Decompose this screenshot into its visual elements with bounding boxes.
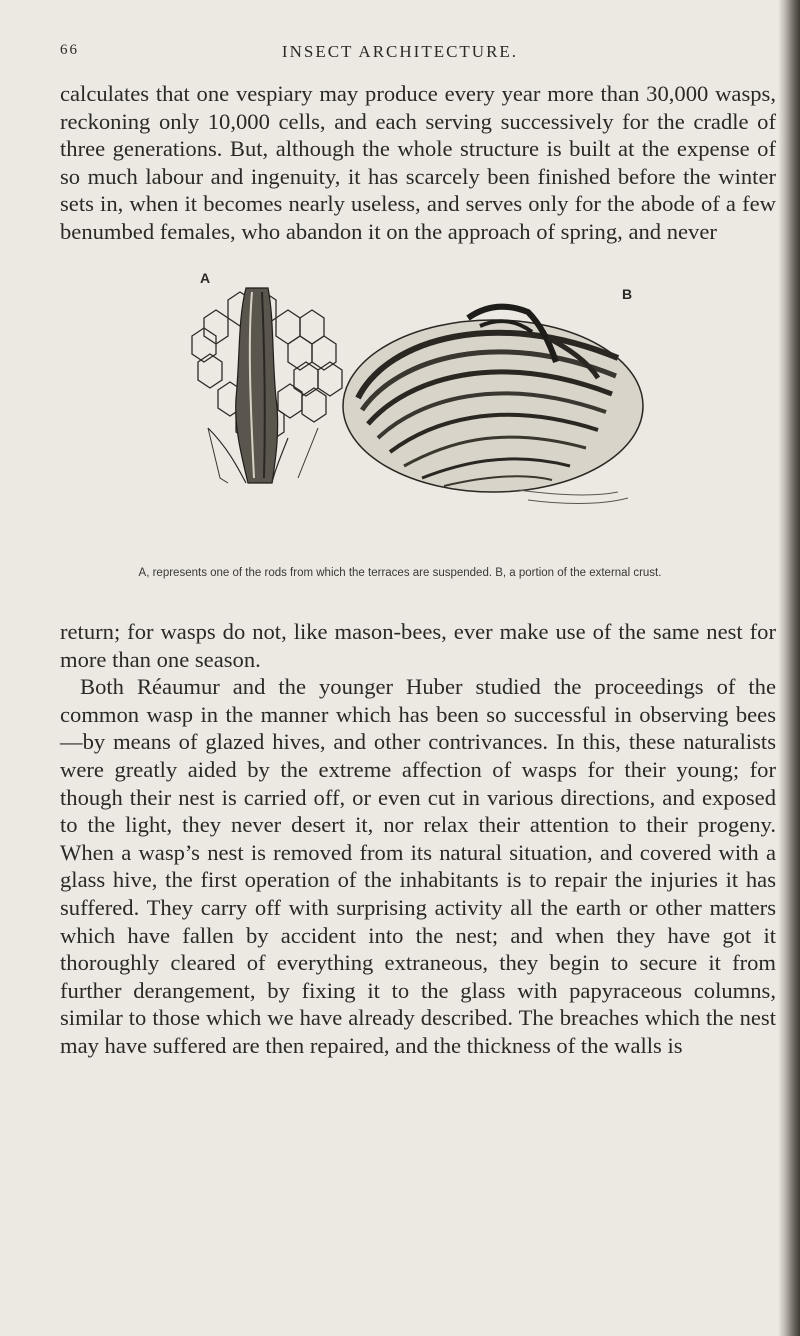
figure-drawing <box>168 278 688 562</box>
figure-illustration <box>168 270 688 562</box>
body-text-top <box>60 80 776 246</box>
page-edge-shadow <box>778 0 800 1336</box>
page-header <box>0 42 780 72</box>
paragraph: Both Réaumur and the younger Huber studied the proceedings of the common wasp in the manner which has been so successful in observing bees—by means of glazed hives, and other contrivances. In this, these naturalists were greatly aided by the extreme affection of wasps for their young; for though their nest is carried off, or even cut in various directions, and exposed to the light, they never desert it, nor relax their attention to their progeny. When a wasp’s nest is removed from its natural situation, and covered with a glass hive, the first operation of the inhabitants is to repair the injuries it has suffered. They carry off with surprising activity all the earth or other matters which have fallen by accident into the nest; and when they have got it thoroughly cleared of everything extraneous, they begin to secure it from further derangement, by fixing it to the glass with papyraceous columns, similar to those which we have already described. The breaches which the nest may have suffered are then repaired, and the thickness of the walls is <box>60 674 776 1058</box>
figure-label-a: A <box>200 270 211 286</box>
page-number: 66 <box>60 42 79 58</box>
figure-b-crust-drawing <box>343 307 643 504</box>
figure-caption: A, represents one of the rods from which the terraces are suspended. B, a portion of the external crust. <box>138 567 662 579</box>
running-title: INSECT ARCHITECTURE. <box>281 42 519 61</box>
body-text-bottom <box>60 618 776 1060</box>
paragraph: calculates that one vespiary may produce every year more than 30,000 wasps, reckoning only 10,000 cells, and each serving successively for the cradle of three generations. But, although the whole structure is built at the expense of so much labour and ingenuity, it has scarcely been finished before the winter sets in, when it becomes nearly useless, and serves only for the abode of a few benumbed females, who abandon it on the approach of spring, and never <box>60 81 776 244</box>
paragraph: return; for wasps do not, like mason-bees, ever make use of the same nest for more than one season. <box>60 619 776 672</box>
figure-label-b: B <box>622 286 633 302</box>
